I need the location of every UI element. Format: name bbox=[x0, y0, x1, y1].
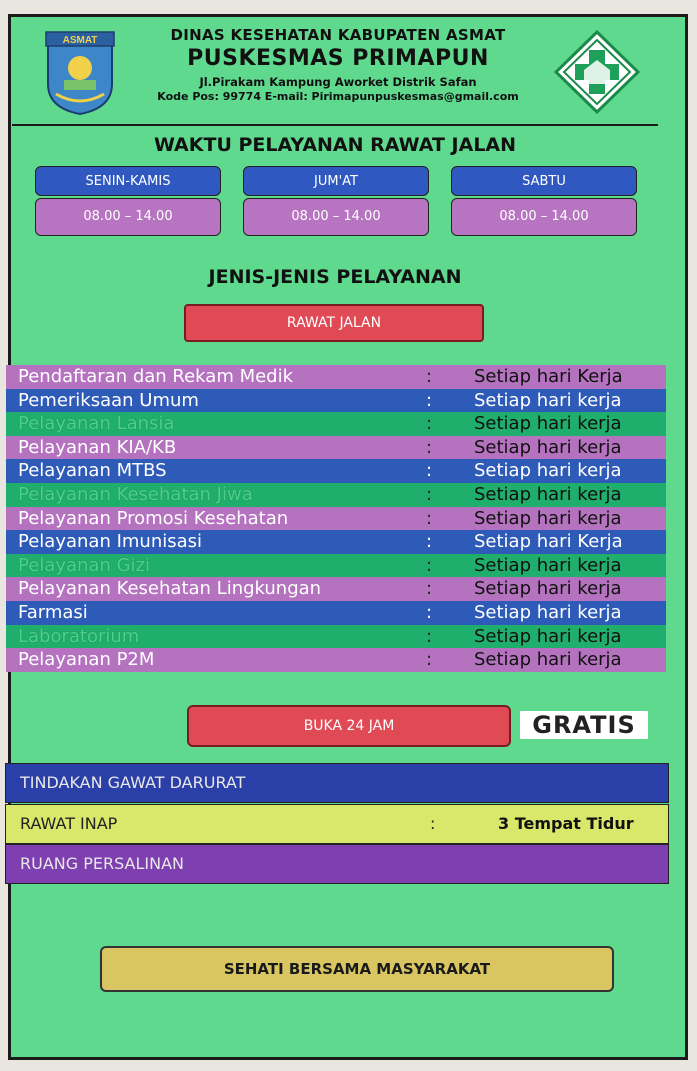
services-list bbox=[6, 365, 666, 672]
service-schedule: Setiap hari kerja bbox=[474, 601, 622, 623]
service-schedule: Setiap hari kerja bbox=[474, 649, 622, 671]
service-colon: : bbox=[426, 625, 433, 647]
service-schedule: Setiap hari Kerja bbox=[474, 531, 623, 553]
emergency-label: TINDAKAN GAWAT DARURAT bbox=[20, 773, 246, 792]
service-row bbox=[6, 554, 666, 578]
service-name: Pelayanan Kesehatan Lingkungan bbox=[18, 578, 322, 600]
service-schedule: Setiap hari kerja bbox=[474, 578, 622, 600]
inpatient-band bbox=[5, 804, 669, 844]
outpatient-hours-title: WAKTU PELAYANAN RAWAT JALAN bbox=[153, 134, 517, 156]
service-row bbox=[6, 577, 666, 601]
service-colon: : bbox=[426, 507, 433, 529]
facility-name: PUSKESMAS PRIMAPUN bbox=[187, 46, 489, 71]
service-row bbox=[6, 365, 666, 389]
service-schedule: Setiap hari kerja bbox=[474, 483, 622, 505]
service-name: Pelayanan MTBS bbox=[18, 460, 167, 482]
service-row bbox=[6, 625, 666, 649]
service-schedule: Setiap hari kerja bbox=[474, 554, 622, 576]
service-schedule: Setiap hari kerja bbox=[474, 625, 622, 647]
service-schedule: Setiap hari kerja bbox=[474, 413, 622, 435]
service-row bbox=[6, 601, 666, 625]
inpatient-beds: 3 Tempat Tidur bbox=[498, 814, 634, 833]
service-name: Pelayanan Promosi Kesehatan bbox=[18, 507, 289, 529]
service-row bbox=[6, 459, 666, 483]
hours-senin-kamis bbox=[35, 166, 221, 236]
hours-jumat bbox=[243, 166, 429, 236]
motto-label: SEHATI BERSAMA MASYARAKAT bbox=[100, 946, 614, 992]
service-row bbox=[6, 389, 666, 413]
free-label: GRATIS bbox=[520, 711, 648, 739]
inpatient-label: RAWAT INAP bbox=[20, 814, 118, 833]
service-name: Pelayanan Imunisasi bbox=[18, 531, 203, 553]
service-name: Pelayanan P2M bbox=[18, 649, 155, 671]
emergency-band bbox=[5, 763, 669, 803]
service-colon: : bbox=[426, 460, 433, 482]
agency-name: DINAS KESEHATAN KABUPATEN ASMAT bbox=[170, 26, 506, 44]
service-colon: : bbox=[426, 531, 433, 553]
poster-header bbox=[12, 20, 658, 126]
service-schedule: Setiap hari kerja bbox=[474, 436, 622, 458]
day-label: SABTU bbox=[451, 166, 637, 196]
service-row bbox=[6, 412, 666, 436]
service-colon: : bbox=[426, 601, 433, 623]
service-colon: : bbox=[426, 554, 433, 576]
service-colon: : bbox=[426, 436, 433, 458]
day-label: JUM'AT bbox=[243, 166, 429, 196]
service-name: Pendaftaran dan Rekam Medik bbox=[18, 366, 294, 387]
logo-left-text: ASMAT bbox=[62, 35, 98, 46]
inpatient-colon: : bbox=[430, 814, 436, 833]
service-name: Laboratorium bbox=[18, 625, 140, 647]
services-title: JENIS-JENIS PELAYANAN bbox=[208, 266, 462, 288]
facility-address: Jl.Pirakam Kampung Aworket Distrik Safan bbox=[199, 75, 477, 89]
hours-sabtu bbox=[451, 166, 637, 236]
service-schedule: Setiap hari kerja bbox=[474, 460, 622, 482]
service-name: Pelayanan KIA/KB bbox=[18, 436, 177, 458]
service-name: Pelayanan Kesehatan Jiwa bbox=[18, 483, 253, 505]
service-row bbox=[6, 436, 666, 460]
service-name: Farmasi bbox=[18, 601, 88, 623]
service-schedule: Setiap hari kerja bbox=[474, 507, 622, 529]
service-colon: : bbox=[426, 389, 433, 411]
open-24h-label: BUKA 24 JAM bbox=[187, 705, 511, 747]
service-row bbox=[6, 648, 666, 672]
service-name: Pelayanan Lansia bbox=[18, 413, 175, 435]
service-colon: : bbox=[426, 578, 433, 600]
service-colon: : bbox=[426, 366, 433, 387]
puskesmas-cross-logo bbox=[554, 30, 640, 114]
delivery-room-label: RUANG PERSALINAN bbox=[20, 854, 185, 873]
facility-contact: Kode Pos: 99774 E-mail: Pirimapunpuskesmas@gmail.com bbox=[157, 90, 519, 103]
time-label: 08.00 – 14.00 bbox=[451, 198, 637, 236]
outpatient-label: RAWAT JALAN bbox=[184, 304, 484, 342]
service-schedule: Setiap hari kerja bbox=[474, 389, 622, 411]
service-colon: : bbox=[426, 483, 433, 505]
asmat-regency-logo bbox=[42, 28, 118, 116]
day-label: SENIN-KAMIS bbox=[35, 166, 221, 196]
time-label: 08.00 – 14.00 bbox=[35, 198, 221, 236]
service-name: Pemeriksaan Umum bbox=[18, 389, 199, 411]
service-name: Pelayanan Gizi bbox=[18, 554, 150, 576]
time-label: 08.00 – 14.00 bbox=[243, 198, 429, 236]
service-row bbox=[6, 530, 666, 554]
service-schedule: Setiap hari Kerja bbox=[474, 366, 623, 387]
service-colon: : bbox=[426, 649, 433, 671]
service-row bbox=[6, 483, 666, 507]
service-colon: : bbox=[426, 413, 433, 435]
delivery-band bbox=[5, 844, 669, 884]
service-row bbox=[6, 507, 666, 531]
